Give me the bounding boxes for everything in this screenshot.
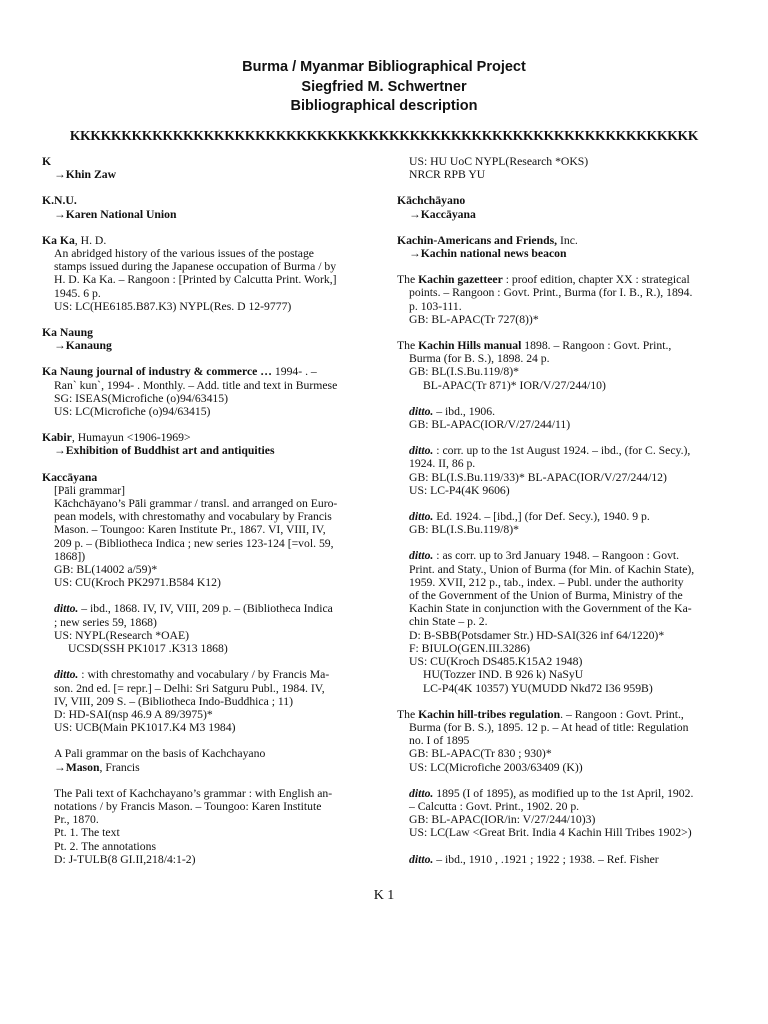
entry-line: GB: BL-APAC(Tr 727(8))* (409, 312, 539, 326)
entry-line (397, 853, 730, 866)
entry-line: GB: BL-APAC(Tr 830 ; 930)* (409, 747, 552, 761)
entry-line: →Karen National Union (54, 207, 177, 221)
entry-text: Kachin Hills manual (418, 339, 522, 353)
entry-line (397, 405, 730, 418)
right-column (397, 155, 730, 879)
entry-line: stamps issued during the Japanese occupation of Burma / by (54, 260, 337, 274)
entry-line: D: B-SBB(Potsdamer Str.) HD-SAI(326 inf 64/1220)* (409, 628, 665, 642)
entry-line: US: LC(Microfiche (o)94/63415) (54, 405, 211, 419)
bibliography-entry (397, 234, 730, 260)
entry-line: of the Government of the Union of Burma, Ministry of the (409, 589, 683, 603)
entry-text: Kachin hill-tribes regulation (418, 707, 561, 721)
entry-line (397, 510, 730, 523)
entry-text: : corr. up to the 1st August 1924. – ibd., (for C. Secy.), (433, 444, 691, 458)
entry-line (397, 273, 730, 286)
entry-line: →Khin Zaw (54, 168, 117, 182)
entry-text: , Francis (99, 760, 140, 774)
entry-line (42, 602, 372, 615)
entry-line: Burma (for B. S.), 1898. 24 p. (409, 352, 550, 366)
entry-line: pean models, with chrestomathy and vocabulary by Francis (54, 510, 332, 524)
page-number: K 1 (373, 888, 395, 903)
entry-text: 1898. – Rangoon : Govt. Print., (521, 339, 672, 353)
bibliography-entry (42, 431, 372, 457)
entry-text: Ka Naung journal of industry & commerce … (42, 365, 272, 379)
entry-line: Kaccāyana (42, 470, 98, 484)
entry-line: Pt. 1. The text (54, 826, 120, 840)
entry-line: HU(Tozzer IND. B 926 k) NaSyU (423, 668, 584, 682)
bibliography-entry (42, 155, 372, 181)
entry-line: D: J-TULB(8 GI.II,218/4:1-2) (54, 852, 196, 866)
entry-text: Ka Ka (42, 233, 75, 247)
entry-line: son. 2nd ed. [= repr.] – Delhi: Sri Satguru Publ., 1984. IV, (54, 681, 325, 695)
entry-line: 1924. II, 86 p. (409, 457, 476, 471)
bibliography-entry (397, 194, 730, 220)
entry-line: US: LC-P4(4K 9606) (409, 483, 510, 497)
entry-line: GB: BL(I.S.Bu.119/33)* BL-APAC(IOR/V/27/244/12) (409, 470, 667, 484)
entry-text: The (397, 339, 419, 353)
entry-line: K (42, 155, 52, 168)
entry-line (397, 787, 730, 800)
entry-line: The Pali text of Kachchayano’s grammar : with English an- (54, 786, 333, 800)
entry-line (42, 761, 372, 774)
entry-text: ditto. (409, 852, 434, 866)
entry-text: ditto. (409, 444, 434, 458)
entry-line: →Kachin national news beacon (409, 247, 567, 261)
bibliography-entry (397, 708, 730, 774)
entry-line: Pr., 1870. (54, 813, 99, 827)
entry-line: F: BIULO(GEN.III.3286) (409, 641, 531, 655)
bibliography-entry (42, 668, 372, 734)
entry-text: 1895 (I of 1895), as modified up to the 1st April, 1902. (433, 786, 694, 800)
entry-line: NRCR RPB YU (409, 168, 486, 182)
entry-line (397, 234, 730, 247)
entry-line: Kāchchāyano’s Pāli grammar / transl. and arranged on Euro- (54, 497, 338, 511)
entry-text: – ibd., 1868. IV, IV, VIII, 209 p. – (Bibliotheca Indica (78, 602, 333, 616)
entry-line: US: LC(Microfiche 2003/63409 (K)) (409, 760, 583, 774)
entry-line: Burma (for B. S.), 1895. 12 p. – At head of title: Regulation (409, 720, 689, 734)
entry-text: , H. D. (74, 233, 107, 247)
entry-line: Kāchchāyano (397, 194, 466, 208)
entry-text: ditto. (409, 786, 434, 800)
entry-line: p. 103-111. (409, 299, 462, 313)
entry-line: US: LC(HE6185.B87.K3) NYPL(Res. D 12-9777) (54, 299, 292, 313)
entry-line: ; new series 59, 1868) (54, 615, 157, 629)
entry-line: US: HU UoC NYPL(Research *OKS) (409, 155, 589, 168)
entry-line (42, 668, 372, 681)
entry-line: UCSD(SSH PK1017 .K313 1868) (68, 642, 228, 656)
entry-line: SG: ISEAS(Microfiche (o)94/63415) (54, 391, 228, 405)
entry-line (397, 549, 730, 562)
entry-text: Inc. (557, 233, 578, 247)
bibliography-entry (397, 155, 730, 181)
bibliography-entry (42, 194, 372, 220)
entry-text: The (397, 273, 419, 287)
entry-line: [Pāli grammar] (54, 483, 126, 497)
entry-line: A Pali grammar on the basis of Kachchayano (54, 747, 266, 761)
entry-line: US: CU(Kroch PK2971.B584 K12) (54, 576, 221, 590)
entry-text: – ibd., 1910 , .1921 ; 1922 ; 1938. – Ref. Fisher (433, 852, 659, 866)
entry-line: GB: BL(I.S.Bu.119/8)* (409, 365, 519, 379)
entry-text: : with chrestomathy and vocabulary / by Francis Ma- (78, 668, 330, 682)
bibliography-entry (397, 549, 730, 694)
entry-line: →Kanaung (54, 339, 112, 353)
entry-line: GB: BL-APAC(IOR/in: V/27/244/10)3) (409, 813, 596, 827)
entry-text: ditto. (409, 404, 434, 418)
bibliography-entry (397, 510, 730, 536)
bibliography-entry (397, 273, 730, 326)
entry-line: 1868]) (54, 549, 86, 563)
entry-line: notations / by Francis Mason. – Toungoo: Karen Institute (54, 799, 322, 813)
entry-line (397, 708, 730, 721)
entry-text: ditto. (409, 549, 434, 563)
entry-text: ditto. (54, 668, 79, 682)
entry-line: US: CU(Kroch DS485.K15A2 1948) (409, 655, 583, 669)
entry-line: 1945. 6 p. (54, 286, 101, 300)
entry-line: no. I of 1895 (409, 734, 470, 748)
entry-line: Mason. – Toungoo: Karen Institute Pr., 1867. VI, VIII, IV, (54, 523, 326, 537)
bibliography-entry (42, 326, 372, 352)
bibliography-entry (397, 787, 730, 840)
entry-line: Ka Naung (42, 326, 93, 340)
entry-line: Ran` kun`, 1994- . Monthly. – Add. title and text in Burmese (54, 378, 338, 392)
entry-line: Kachin State in conjunction with the Government of the Ka- (409, 602, 692, 616)
entry-text: ditto. (409, 510, 434, 524)
entry-text: : as corr. up to 3rd January 1948. – Rangoon : Govt. (433, 549, 680, 563)
entry-line: points. – Rangoon : Govt. Print., Burma (for I. B., R.), 1894. (409, 286, 693, 300)
entry-line: →Exhibition of Buddhist art and antiquities (54, 444, 275, 458)
entry-line (42, 234, 372, 247)
bibliography-entry (42, 365, 372, 418)
entry-text: 1994- . – (271, 365, 317, 379)
entry-line: US: NYPL(Research *OAE) (54, 628, 190, 642)
entry-line: – Calcutta : Govt. Print., 1902. 20 p. (409, 799, 580, 813)
entry-line: H. D. Ka Ka. – Rangoon : [Printed by Calcutta Print. Work,] (54, 273, 337, 287)
entry-line (397, 444, 730, 457)
entry-text: The (397, 707, 419, 721)
entry-text: , Humayun <1906-1969> (71, 431, 191, 445)
document-subtitle: Bibliographical description (290, 98, 478, 114)
entry-text: ditto. (54, 602, 79, 616)
entry-line: US: LC(Law <Great Brit. India 4 Kachin Hill Tribes 1902>) (409, 826, 692, 840)
entry-text: . – Rangoon : Govt. Print., (560, 707, 684, 721)
bibliography-entry (42, 787, 372, 866)
bibliography-entry (397, 405, 730, 431)
left-column (42, 155, 372, 879)
letter-banner: KKKKKKKKKKKKKKKKKKKKKKKKKKKKKKKKKKKKKKKKKKKKKKKKKKKKKKKKKKKKK (69, 128, 699, 143)
entry-line (42, 365, 372, 378)
entry-line: IV, VIII, 209 S. – (Bibliotheca Indo-Buddhica ; 11) (54, 694, 294, 708)
entry-text: Kachin-Americans and Friends, (397, 233, 558, 247)
entry-text: Kabir (42, 431, 72, 445)
entry-line: chin State – p. 2. (409, 615, 488, 629)
entry-text: – ibd., 1906. (433, 404, 496, 418)
entry-line: An abridged history of the various issues of the postage (54, 247, 314, 261)
entry-line: GB: BL(I.S.Bu.119/8)* (409, 523, 519, 537)
entry-line: 1959. XVII, 212 p., tab., index. – Publ. under the authority (409, 575, 684, 589)
entry-line: US: UCB(Main PK1017.K4 M3 1984) (54, 721, 236, 735)
entry-line: D: HD-SAI(nsp 46.9 A 89/3975)* (54, 707, 213, 721)
entry-line: →Kaccāyana (409, 207, 476, 221)
bibliography-entry (42, 747, 372, 773)
entry-text: Kachin gazetteer (418, 273, 503, 287)
entry-text: Ed. 1924. – [ibd.,] (for Def. Secy.), 1940. 9 p. (433, 510, 650, 524)
author-name: Siegfried M. Schwertner (301, 78, 467, 95)
entry-line: Print. and Staty., Union of Burma (for Min. of Kachin State), (409, 562, 695, 576)
entry-line: LC-P4(4K 10357) YU(MUDD Nkd72 I36 959B) (423, 681, 653, 695)
document-header (0, 58, 768, 117)
entry-line: GB: BL(14002 a/59)* (54, 563, 158, 577)
project-title: Burma / Myanmar Bibliographical Project (242, 59, 526, 75)
entry-line: Pt. 2. The annotations (54, 839, 157, 853)
entry-text: →Mason (54, 760, 100, 774)
bibliography-entry (42, 602, 372, 655)
entry-text: : proof edition, chapter XX : strategical (502, 273, 690, 287)
bibliography-entry (397, 444, 730, 497)
entry-line: GB: BL-APAC(IOR/V/27/244/11) (409, 418, 571, 432)
entry-line: K.N.U. (42, 194, 77, 208)
entry-line: BL-APAC(Tr 871)* IOR/V/27/244/10) (423, 378, 606, 392)
bibliography-entry (42, 234, 372, 313)
bibliography-entry (397, 339, 730, 392)
entry-line: 209 p. – (Bibliotheca Indica ; new series 123-124 [=vol. 59, (54, 536, 334, 550)
bibliography-entry (42, 471, 372, 590)
entry-line (397, 339, 730, 352)
entry-line (42, 431, 372, 444)
bibliography-entry (397, 853, 730, 866)
